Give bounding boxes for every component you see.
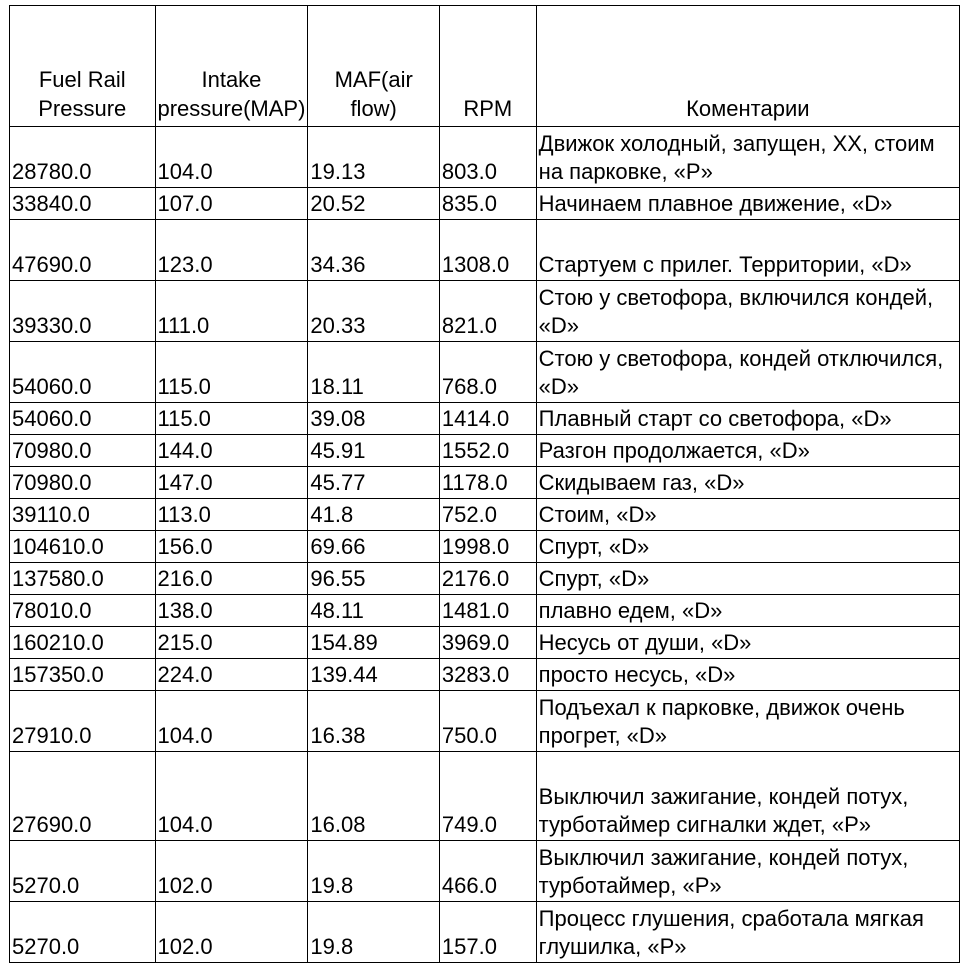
cell-rpm: 3969.0	[439, 627, 536, 659]
cell-intake: 138.0	[155, 595, 308, 627]
cell-comment: плавно едем, «D»	[536, 595, 959, 627]
cell-intake: 102.0	[155, 841, 308, 902]
table-row	[10, 188, 960, 220]
header-intake-pressure: Intake pressure(MAP)	[155, 6, 308, 127]
cell-maf: 41.8	[308, 499, 440, 531]
cell-intake: 156.0	[155, 531, 308, 563]
cell-intake: 224.0	[155, 659, 308, 691]
cell-intake: 102.0	[155, 902, 308, 963]
cell-rpm: 1308.0	[439, 220, 536, 281]
cell-maf: 34.36	[308, 220, 440, 281]
table-row	[10, 691, 960, 752]
cell-comment: Стою у светофора, кондей отключился, «D»	[536, 342, 959, 403]
cell-maf: 19.8	[308, 902, 440, 963]
cell-fuel-rail: 27690.0	[10, 752, 156, 841]
header-row	[10, 6, 960, 127]
cell-comment: Процесс глушения, сработала мягкая глушилка, «P»	[536, 902, 959, 963]
cell-rpm: 3283.0	[439, 659, 536, 691]
cell-fuel-rail: 47690.0	[10, 220, 156, 281]
cell-comment: просто несусь, «D»	[536, 659, 959, 691]
cell-fuel-rail: 39110.0	[10, 499, 156, 531]
cell-maf: 69.66	[308, 531, 440, 563]
table-row	[10, 595, 960, 627]
cell-fuel-rail: 78010.0	[10, 595, 156, 627]
header-maf: MAF(air flow)	[308, 6, 440, 127]
cell-fuel-rail: 70980.0	[10, 435, 156, 467]
cell-comment: Спурт, «D»	[536, 531, 959, 563]
cell-rpm: 1414.0	[439, 403, 536, 435]
cell-rpm: 1552.0	[439, 435, 536, 467]
cell-intake: 107.0	[155, 188, 308, 220]
cell-rpm: 1998.0	[439, 531, 536, 563]
cell-comment: Скидываем газ, «D»	[536, 467, 959, 499]
cell-maf: 45.91	[308, 435, 440, 467]
cell-comment: Выключил зажигание, кондей потух, турботаймер сигналки ждет, «P»	[536, 752, 959, 841]
table-row	[10, 435, 960, 467]
cell-rpm: 2176.0	[439, 563, 536, 595]
cell-comment: Стоим, «D»	[536, 499, 959, 531]
cell-rpm: 750.0	[439, 691, 536, 752]
table-row	[10, 467, 960, 499]
cell-intake: 215.0	[155, 627, 308, 659]
cell-intake: 144.0	[155, 435, 308, 467]
cell-intake: 147.0	[155, 467, 308, 499]
table-row	[10, 752, 960, 841]
cell-comment: Стою у светофора, включился кондей, «D»	[536, 281, 959, 342]
cell-rpm: 749.0	[439, 752, 536, 841]
header-rpm: RPM	[439, 6, 536, 127]
cell-maf: 45.77	[308, 467, 440, 499]
table-row	[10, 403, 960, 435]
cell-intake: 115.0	[155, 403, 308, 435]
cell-maf: 48.11	[308, 595, 440, 627]
cell-rpm: 768.0	[439, 342, 536, 403]
cell-comment: Выключил зажигание, кондей потух, турботаймер, «P»	[536, 841, 959, 902]
table-row	[10, 902, 960, 963]
cell-intake: 104.0	[155, 752, 308, 841]
cell-maf: 16.08	[308, 752, 440, 841]
cell-intake: 113.0	[155, 499, 308, 531]
data-table	[9, 5, 960, 963]
cell-rpm: 752.0	[439, 499, 536, 531]
table-row	[10, 627, 960, 659]
cell-maf: 20.52	[308, 188, 440, 220]
cell-comment: Начинаем плавное движение, «D»	[536, 188, 959, 220]
cell-comment: Разгон продолжается, «D»	[536, 435, 959, 467]
cell-maf: 16.38	[308, 691, 440, 752]
cell-rpm: 1481.0	[439, 595, 536, 627]
cell-fuel-rail: 70980.0	[10, 467, 156, 499]
cell-comment: Подъехал к парковке, движок очень прогрет, «D»	[536, 691, 959, 752]
table-row	[10, 499, 960, 531]
cell-fuel-rail: 157350.0	[10, 659, 156, 691]
cell-comment: Движок холодный, запущен, ХХ, стоим на парковке, «P»	[536, 127, 959, 188]
cell-fuel-rail: 5270.0	[10, 902, 156, 963]
cell-fuel-rail: 104610.0	[10, 531, 156, 563]
table-row	[10, 563, 960, 595]
cell-fuel-rail: 54060.0	[10, 342, 156, 403]
cell-fuel-rail: 39330.0	[10, 281, 156, 342]
cell-fuel-rail: 160210.0	[10, 627, 156, 659]
cell-rpm: 466.0	[439, 841, 536, 902]
cell-rpm: 835.0	[439, 188, 536, 220]
cell-fuel-rail: 33840.0	[10, 188, 156, 220]
table-row	[10, 531, 960, 563]
cell-fuel-rail: 5270.0	[10, 841, 156, 902]
cell-rpm: 1178.0	[439, 467, 536, 499]
cell-rpm: 803.0	[439, 127, 536, 188]
cell-fuel-rail: 28780.0	[10, 127, 156, 188]
cell-intake: 115.0	[155, 342, 308, 403]
cell-rpm: 157.0	[439, 902, 536, 963]
cell-fuel-rail: 27910.0	[10, 691, 156, 752]
cell-maf: 18.11	[308, 342, 440, 403]
cell-comment: Плавный старт со светофора, «D»	[536, 403, 959, 435]
cell-intake: 104.0	[155, 691, 308, 752]
cell-maf: 139.44	[308, 659, 440, 691]
table-row	[10, 127, 960, 188]
table-row	[10, 659, 960, 691]
cell-intake: 123.0	[155, 220, 308, 281]
cell-comment: Спурт, «D»	[536, 563, 959, 595]
table-row	[10, 281, 960, 342]
cell-maf: 96.55	[308, 563, 440, 595]
table-row	[10, 841, 960, 902]
cell-maf: 20.33	[308, 281, 440, 342]
table-row	[10, 342, 960, 403]
table-row	[10, 220, 960, 281]
cell-fuel-rail: 54060.0	[10, 403, 156, 435]
cell-maf: 154.89	[308, 627, 440, 659]
header-fuel-rail-pressure: Fuel Rail Pressure	[10, 6, 156, 127]
cell-maf: 19.8	[308, 841, 440, 902]
cell-maf: 19.13	[308, 127, 440, 188]
cell-comment: Стартуем с прилег. Территории, «D»	[536, 220, 959, 281]
cell-maf: 39.08	[308, 403, 440, 435]
cell-rpm: 821.0	[439, 281, 536, 342]
cell-intake: 104.0	[155, 127, 308, 188]
cell-intake: 216.0	[155, 563, 308, 595]
cell-fuel-rail: 137580.0	[10, 563, 156, 595]
cell-comment: Несусь от души, «D»	[536, 627, 959, 659]
header-comments: Коментарии	[536, 6, 959, 127]
cell-intake: 111.0	[155, 281, 308, 342]
